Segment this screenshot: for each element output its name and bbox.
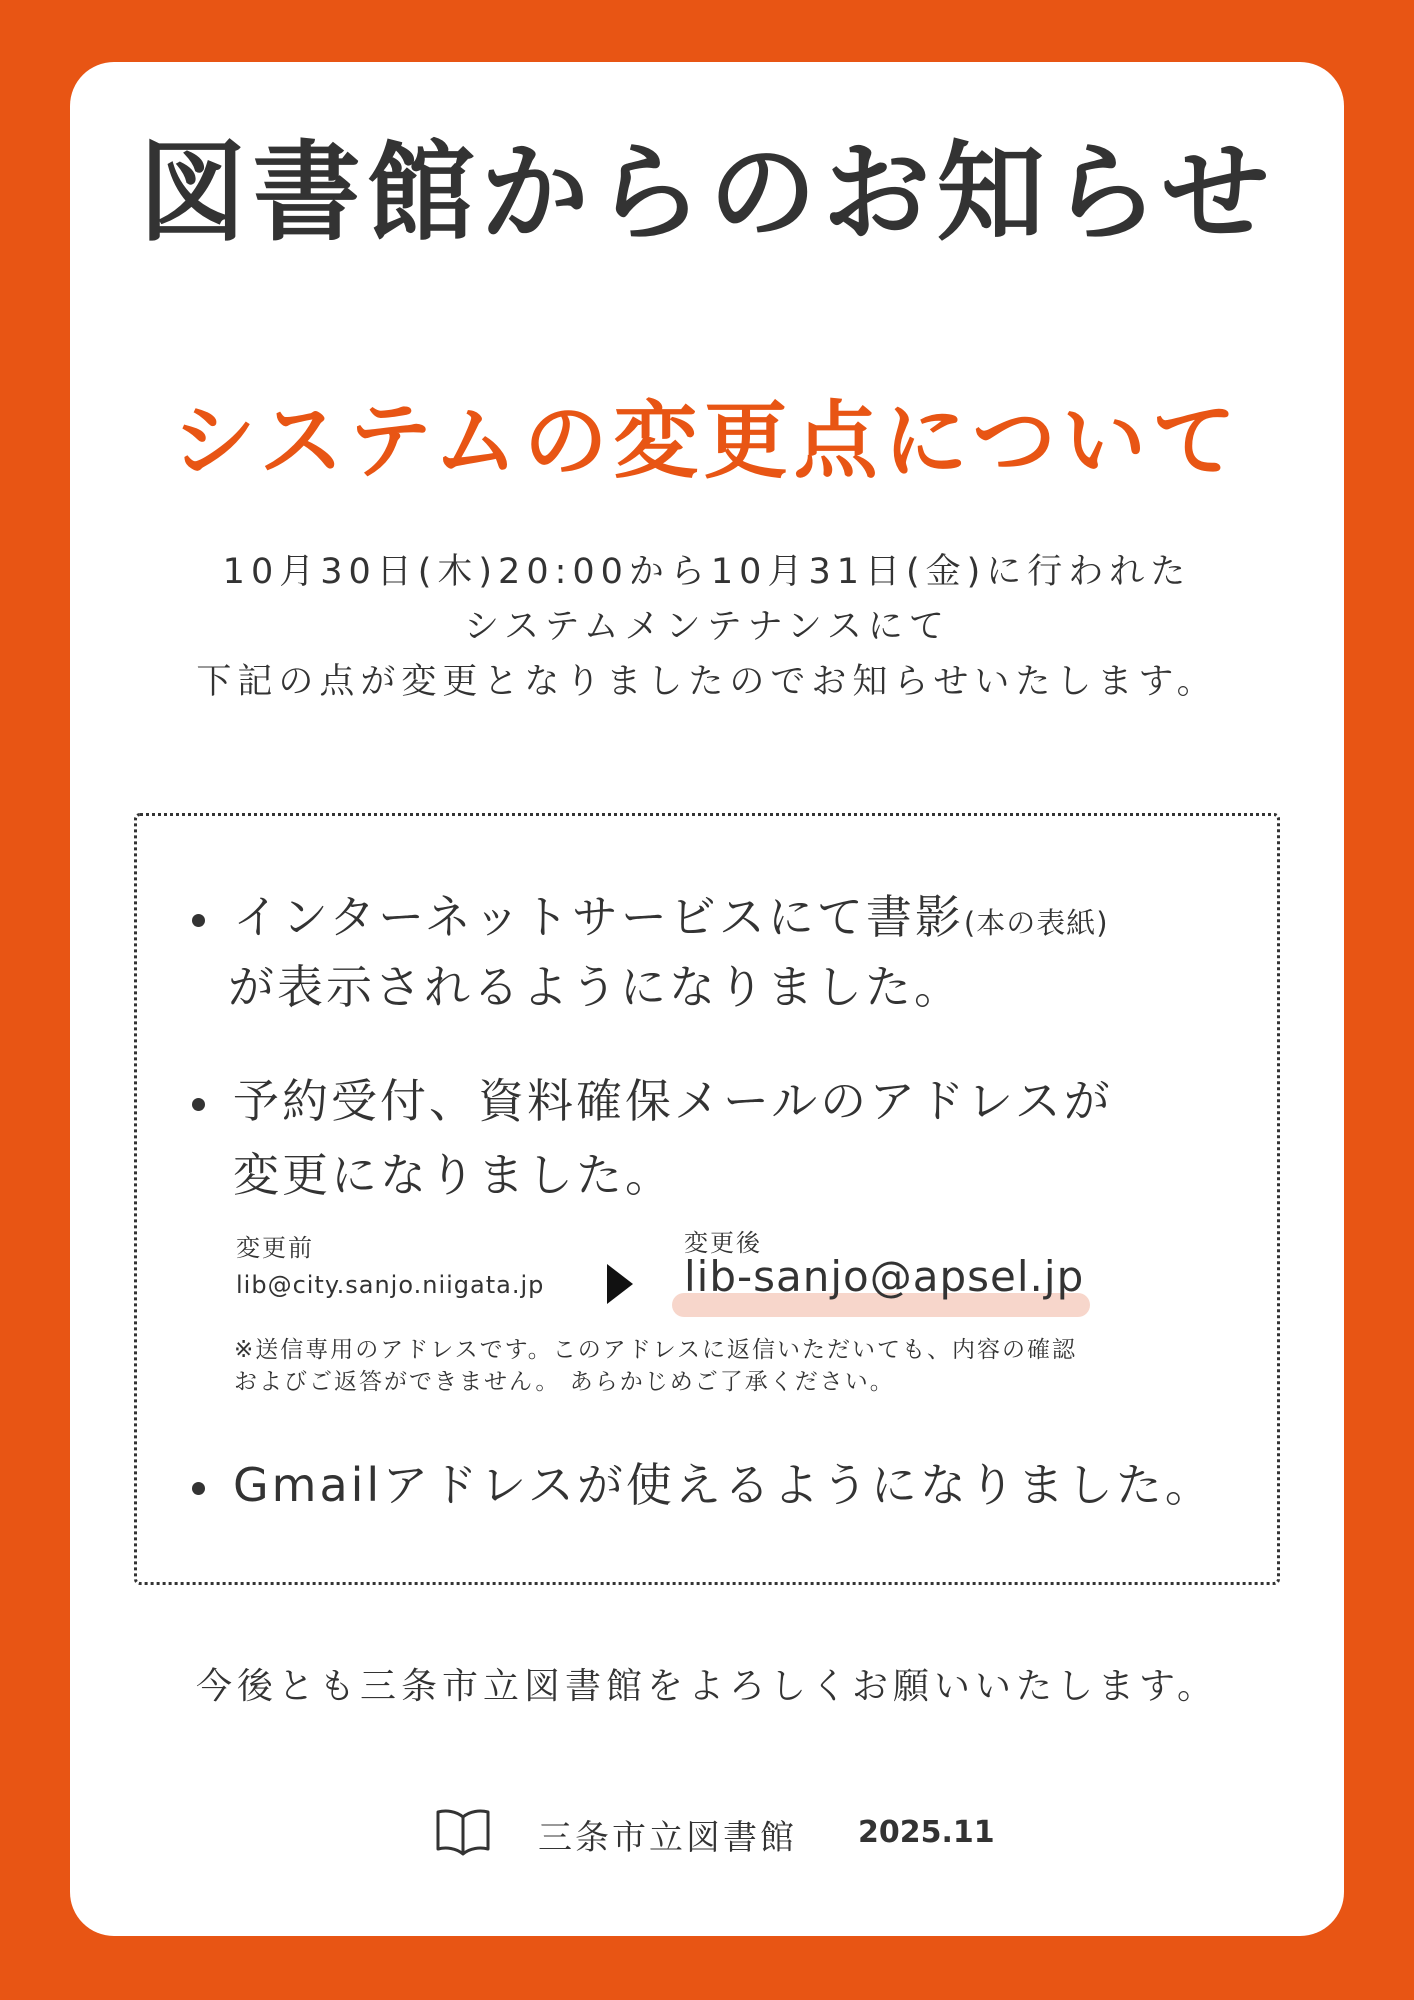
open-book-icon xyxy=(434,1807,492,1857)
bullet-dot xyxy=(192,1098,205,1111)
change-item-1-line-2: が表示されるようになりました。 xyxy=(228,960,963,1014)
change-item-1-paren: (本の表紙) xyxy=(963,906,1109,940)
notice-subtitle: システムの変更点について xyxy=(172,392,1242,490)
page-title: 図書館からのお知らせ xyxy=(138,131,1276,256)
change-item-2-line-2: 変更になりました。 xyxy=(233,1148,674,1202)
bullet-dot xyxy=(192,1482,205,1495)
address-note-line-2: およびご返答ができません。 あらかじめご了承ください。 xyxy=(234,1369,895,1395)
issue-date: 2025.11 xyxy=(858,1815,995,1850)
address-note-line-1: ※送信専用のアドレスです。このアドレスに返信いただいても、内容の確認 xyxy=(234,1337,1078,1363)
intro-line-3: 下記の点が変更となりましたのでお知らせいたします。 xyxy=(196,662,1218,702)
arrow-right-icon xyxy=(607,1264,633,1304)
change-item-3-line-1: Gmailアドレスが使えるようになりました。 xyxy=(233,1458,1214,1512)
before-address: lib@city.sanjo.niigata.jp xyxy=(236,1271,545,1299)
change-item-1-line-1 xyxy=(233,882,1109,958)
after-address: lib-sanjo@apsel.jp xyxy=(684,1252,1085,1301)
change-item-1-text: インターネットサービスにて書影 xyxy=(233,890,964,944)
intro-line-2: システムメンテナンスにて xyxy=(464,607,950,647)
change-item-2-line-1: 予約受付、資料確保メールのアドレスが xyxy=(233,1074,1113,1128)
intro-line-1: 10月30日(木)20:00から10月31日(金)に行われた xyxy=(222,552,1192,592)
bullet-dot xyxy=(192,914,205,927)
before-label: 変更前 xyxy=(236,1234,314,1262)
library-name: 三条市立図書館 xyxy=(538,1818,797,1858)
after-label: 変更後 xyxy=(684,1229,762,1257)
closing-message: 今後とも三条市立図書館をよろしくお願いいたします。 xyxy=(195,1666,1219,1707)
intro-text xyxy=(0,545,1414,710)
